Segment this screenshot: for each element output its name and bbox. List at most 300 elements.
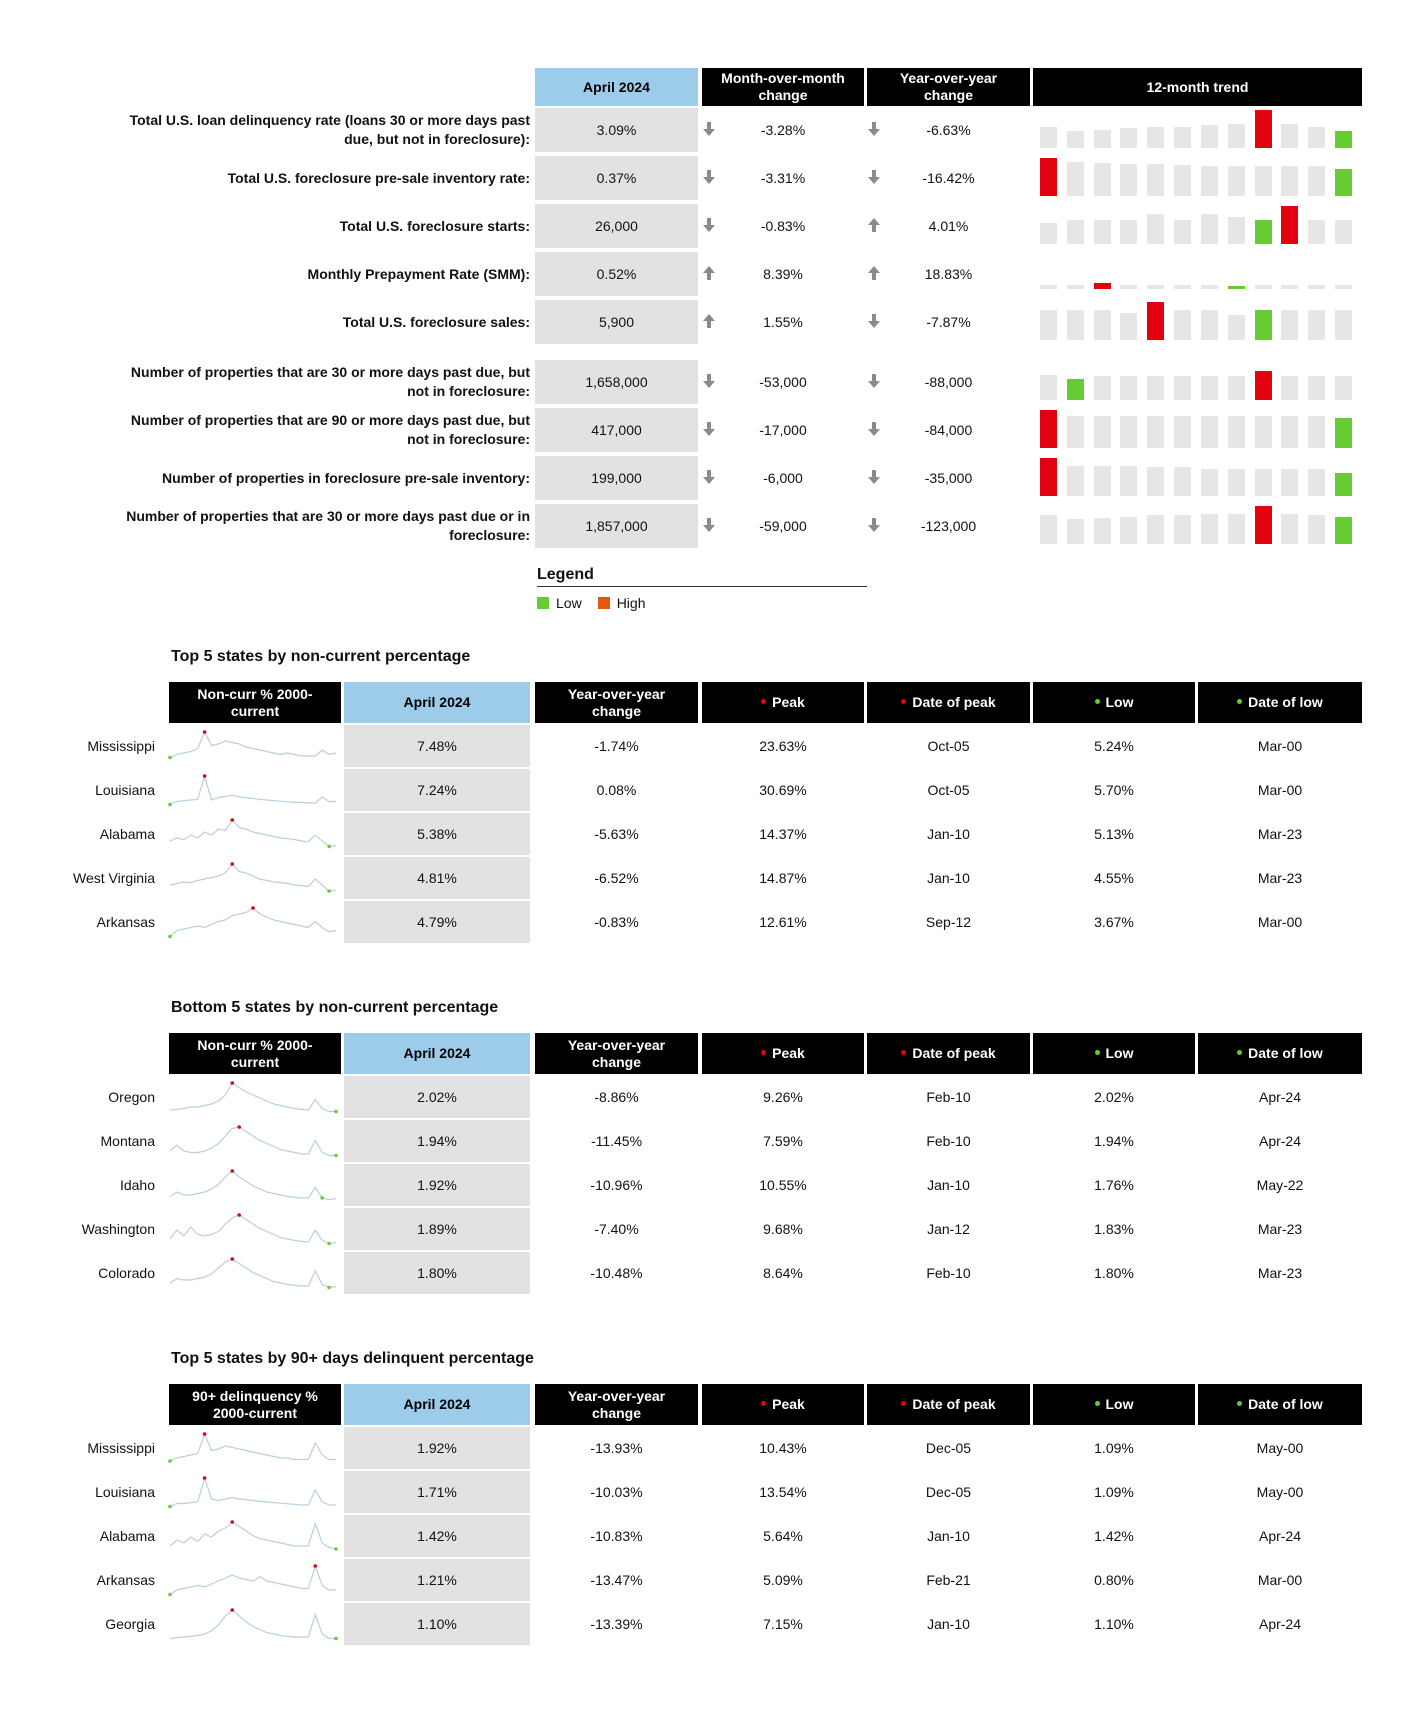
peak-dot-icon [901,1050,906,1055]
sparkline-line [170,1610,336,1639]
cell-peak: 10.43% [759,1440,807,1456]
summary-row-yoy: -6.63% [926,122,971,138]
trend-bar [1255,110,1272,148]
trend-bar [1067,220,1084,244]
trend-bar [1120,313,1137,340]
header-low [1033,682,1195,723]
sparkline-low-dot [168,1593,172,1597]
cell-date-low: Apr-24 [1258,1133,1302,1149]
trend-bar [1040,458,1057,496]
trend-bar [1308,166,1325,196]
header-date-peak [867,682,1030,723]
summary-row-value: 26,000 [535,204,698,248]
header-peak [702,682,864,723]
legend-low-swatch [537,597,549,609]
sparkline-low-dot [320,1196,324,1200]
cell-date-peak: Feb-10 [926,1133,971,1149]
cell-current: 1.92% [344,1427,530,1469]
cell-low: 0.80% [1094,1572,1134,1588]
header-sparkline: 90+ delinquency % 2000-current [169,1384,341,1425]
summary-row-label: Number of properties that are 90 or more days past due, but not in foreclosure: [130,412,530,447]
cell-date-low: Apr-24 [1258,1616,1302,1632]
header-label: Peak [772,1045,805,1061]
trend-bar [1335,285,1352,289]
low-dot-icon [1237,1401,1242,1406]
cell-yoy: -10.96% [590,1177,643,1193]
cell-peak: 9.68% [763,1221,803,1237]
summary-row-value: 3.09% [535,108,698,152]
sparkline-line [170,1259,336,1288]
cell-date-low: May-22 [1256,1177,1304,1193]
header-label: Year-over-year change [567,1036,666,1070]
sparkline-peak-dot [203,1432,207,1436]
sparkline-low-dot [168,756,172,760]
trend-bar [1255,371,1272,400]
cell-date-peak: Jan-10 [927,870,970,886]
state-name: Mississippi [87,1440,155,1456]
cell-current: 1.89% [344,1208,530,1250]
sparkline-low-dot [334,1637,338,1641]
sparkline-line [170,1434,336,1461]
summary-row-yoy: -7.87% [926,314,971,330]
trend-bar [1228,217,1245,244]
cell-peak: 7.15% [763,1616,803,1632]
cell-date-peak: Feb-10 [926,1089,971,1105]
trend-bar [1094,376,1111,400]
sparkline-peak-dot [313,1564,317,1568]
header-yoy [535,1384,698,1425]
header-label: April 2024 [403,1396,471,1412]
header-label: Peak [772,694,805,710]
state-name: West Virginia [73,870,155,886]
low-dot-icon [1095,1050,1100,1055]
trend-bar [1255,416,1272,448]
state-name: Louisiana [95,782,155,798]
trend-bar [1201,469,1218,496]
cell-date-low: Mar-00 [1257,1572,1303,1588]
trend-bar [1201,514,1218,544]
trend-bar [1174,416,1191,448]
sparkline-peak-dot [230,1608,234,1612]
summary-row-label: Number of properties that are 30 or more days past due, but not in foreclosure: [130,364,530,399]
sparkline-peak-dot [230,1520,234,1524]
trend-bar [1201,285,1218,289]
sparkline-line [170,1215,336,1244]
trend-bar [1067,379,1084,400]
sparkline [168,1472,340,1512]
state-name: Idaho [119,1177,155,1193]
cell-yoy: -10.83% [590,1528,643,1544]
peak-dot-icon [761,1050,766,1055]
peak-dot-icon [761,1401,766,1406]
trend-bar [1335,220,1352,244]
header-yoy [535,1033,698,1074]
header-label: Date of low [1248,1396,1323,1412]
cell-peak: 14.37% [759,826,807,842]
cell-current: 4.81% [344,857,530,899]
trend-bar [1094,220,1111,244]
sparkline-peak-dot [237,1125,241,1129]
cell-date-peak: Oct-05 [927,738,970,754]
cell-low: 1.09% [1094,1440,1134,1456]
header-low [1033,1384,1195,1425]
cell-date-peak: Sep-12 [925,914,972,930]
cell-peak: 9.26% [763,1089,803,1105]
sparkline-peak-dot [237,1213,241,1217]
sparkline-peak-dot [203,730,207,734]
trend-bar [1067,466,1084,496]
sparkline-peak-dot [230,1257,234,1261]
header-date-peak [867,1033,1030,1074]
trend-bar [1201,125,1218,148]
trend-bar [1067,285,1084,289]
trend-chart [1035,457,1357,499]
trend-bar [1228,166,1245,196]
trend-bar [1228,514,1245,544]
state-name: Oregon [108,1089,155,1105]
header-sparkline: Non-curr % 2000-current [169,1033,341,1074]
summary-row-yoy: -84,000 [924,422,973,438]
low-dot-icon [1237,1050,1242,1055]
cell-yoy: -5.63% [594,826,639,842]
header-current [344,682,530,723]
sparkline-peak-dot [230,862,234,866]
sparkline-line [170,908,336,937]
header-date-low [1198,1033,1362,1074]
cell-low: 5.70% [1094,782,1134,798]
trend-chart [1035,505,1357,547]
trend-bar [1201,310,1218,340]
trend-bar [1335,169,1352,196]
header-label: April 2024 [403,1045,471,1061]
trend-bar [1120,466,1137,496]
summary-row-label: Total U.S. foreclosure sales: [342,313,530,330]
trend-bar [1281,376,1298,400]
trend-bar [1067,310,1084,340]
cell-date-peak: Jan-10 [927,826,970,842]
sparkline-low-dot [327,889,331,893]
trend-bar [1120,517,1137,544]
state-table-title: Top 5 states by 90+ days delinquent percentage [171,1350,534,1367]
trend-bar [1174,515,1191,544]
trend-bar [1094,466,1111,496]
summary-header-trend: 12-month trend [1033,68,1362,106]
cell-yoy: -8.86% [594,1089,639,1105]
summary-row-value: 1,658,000 [535,360,698,404]
summary-row-value: 199,000 [535,456,698,500]
summary-header-current: April 2024 [535,68,698,106]
peak-dot-icon [901,699,906,704]
low-dot-icon [1237,699,1242,704]
cell-current: 4.79% [344,901,530,943]
cell-low: 1.80% [1094,1265,1134,1281]
sparkline-peak-dot [230,1081,234,1085]
trend-bar [1255,285,1272,289]
summary-row-value: 417,000 [535,408,698,452]
sparkline-low-dot [327,845,331,849]
trend-bar [1201,416,1218,448]
trend-bar [1308,310,1325,340]
trend-bar [1281,124,1298,148]
trend-bar [1174,220,1191,244]
summary-row-mom: -53,000 [759,374,807,390]
cell-yoy: -10.03% [590,1484,643,1500]
trend-bar [1228,124,1245,148]
summary-row-mom: -3.31% [760,170,806,186]
header-label: Date of peak [912,694,996,710]
trend-bar [1281,166,1298,196]
trend-bar [1147,127,1164,148]
sparkline-low-dot [168,1459,172,1463]
trend-bar [1174,467,1191,496]
sparkline-peak-dot [230,818,234,822]
state-name: Louisiana [95,1484,155,1500]
trend-bar [1040,158,1057,196]
cell-low: 1.09% [1094,1484,1134,1500]
summary-row-label: Total U.S. foreclosure starts: [339,217,530,234]
sparkline [168,902,340,942]
sparkline [168,1428,340,1468]
cell-current: 7.48% [344,725,530,767]
trend-bar [1040,375,1057,400]
header-label: Low [1105,1396,1134,1412]
summary-header-yoy: Year-over-year change [867,68,1030,106]
header-current [344,1384,530,1425]
trend-bar [1174,285,1191,289]
trend-bar [1147,214,1164,244]
trend-bar [1147,302,1164,340]
summary-row-mom: 1.55% [763,314,803,330]
trend-bar [1255,310,1272,340]
sparkline-low-dot [334,1154,338,1158]
header-yoy [535,682,698,723]
trend-bar [1255,220,1272,244]
cell-peak: 23.63% [759,738,807,754]
trend-bar [1228,376,1245,400]
summary-row-value: 1,857,000 [535,504,698,548]
cell-yoy: -1.74% [594,738,639,754]
summary-row-mom: -59,000 [759,518,807,534]
cell-peak: 5.09% [763,1572,803,1588]
summary-row-label: Total U.S. loan delinquency rate (loans 30 or more days past due, but not in foreclosure): [129,112,530,147]
sparkline-line [170,1522,336,1549]
sparkline-low-dot [334,1110,338,1114]
trend-bar [1335,517,1352,544]
sparkline [168,858,340,898]
cell-date-peak: Feb-10 [926,1265,971,1281]
peak-dot-icon [901,1401,906,1406]
peak-dot-icon [761,699,766,704]
cell-yoy: -13.47% [590,1572,643,1588]
trend-bar [1228,469,1245,496]
header-label: Date of peak [912,1396,996,1412]
header-date-low [1198,1384,1362,1425]
trend-bar [1174,127,1191,148]
cell-current: 1.71% [344,1471,530,1513]
summary-row-value: 5,900 [535,300,698,344]
trend-bar [1308,416,1325,448]
trend-bar [1120,164,1137,196]
trend-bar [1067,131,1084,148]
cell-low: 5.13% [1094,826,1134,842]
summary-row-yoy: -123,000 [920,518,977,534]
cell-yoy: -0.83% [594,914,639,930]
trend-bar [1067,162,1084,196]
header-label: Date of low [1248,694,1323,710]
cell-current: 1.10% [344,1603,530,1645]
cell-low: 1.42% [1094,1528,1134,1544]
cell-date-low: May-00 [1256,1484,1304,1500]
legend-high-label: High [616,595,646,611]
cell-current: 5.38% [344,813,530,855]
trend-bar [1255,469,1272,496]
summary-header-mom: Month-over-month change [702,68,864,106]
summary-row-value: 0.37% [535,156,698,200]
trend-bar [1094,283,1111,289]
summary-row-yoy: -16.42% [922,170,975,186]
summary-row-yoy: 4.01% [928,218,969,234]
cell-current: 1.94% [344,1120,530,1162]
sparkline [168,1077,340,1117]
trend-bar [1040,127,1057,148]
trend-bar [1228,286,1245,289]
low-dot-icon [1095,699,1100,704]
state-name: Alabama [99,826,155,842]
sparkline-line [170,820,336,846]
trend-bar [1094,416,1111,448]
sparkline-line [170,1127,336,1156]
cell-yoy: -7.40% [594,1221,639,1237]
header-date-low [1198,682,1362,723]
sparkline [168,1121,340,1161]
sparkline-low-dot [334,1547,338,1551]
sparkline-peak-dot [203,1476,207,1480]
state-name: Arkansas [96,1572,155,1588]
trend-bar [1094,163,1111,196]
trend-bar [1147,285,1164,289]
cell-peak: 5.64% [763,1528,803,1544]
cell-current: 7.24% [344,769,530,811]
cell-yoy: -6.52% [594,870,639,886]
trend-chart [1035,205,1357,247]
sparkline [168,1165,340,1205]
trend-bar [1120,376,1137,400]
sparkline-line [170,1171,336,1200]
trend-bar [1040,285,1057,289]
cell-date-peak: Oct-05 [927,782,970,798]
trend-bar [1308,220,1325,244]
trend-bar [1040,223,1057,244]
cell-peak: 12.61% [759,914,807,930]
sparkline-peak-dot [230,1169,234,1173]
summary-row-label: Monthly Prepayment Rate (SMM): [307,265,530,282]
cell-low: 1.76% [1094,1177,1134,1193]
trend-bar [1308,515,1325,544]
trend-bar [1308,469,1325,496]
cell-current: 1.21% [344,1559,530,1601]
legend-high-swatch [598,597,610,609]
trend-bar [1281,310,1298,340]
trend-chart [1035,253,1357,295]
cell-yoy: -13.39% [590,1616,643,1632]
state-name: Alabama [99,1528,155,1544]
trend-bar [1281,514,1298,544]
cell-date-peak: Dec-05 [925,1440,972,1456]
summary-row-mom: -0.83% [760,218,806,234]
trend-chart [1035,361,1357,403]
header-label: Date of low [1248,1045,1323,1061]
cell-yoy: -11.45% [590,1133,643,1149]
cell-date-low: Mar-00 [1257,782,1303,798]
state-table-title: Top 5 states by non-current percentage [171,648,471,665]
trend-bar [1147,515,1164,544]
summary-row-yoy: 18.83% [924,266,973,282]
sparkline-low-dot [168,1505,172,1509]
sparkline-peak-dot [251,906,255,910]
cell-date-low: Mar-00 [1257,914,1303,930]
cell-date-low: Mar-00 [1257,738,1303,754]
state-name: Arkansas [96,914,155,930]
cell-peak: 8.64% [763,1265,803,1281]
legend-low-label: Low [556,595,582,611]
trend-chart [1035,109,1357,151]
cell-low: 1.94% [1094,1133,1134,1149]
cell-date-peak: Jan-10 [927,1616,970,1632]
trend-bar [1228,416,1245,448]
legend-title: Legend [537,566,867,587]
trend-chart [1035,301,1357,343]
trend-bar [1201,376,1218,400]
sparkline-line [170,776,336,805]
cell-date-low: Mar-23 [1257,1221,1303,1237]
trend-bar [1174,165,1191,196]
header-sparkline: Non-curr % 2000-current [169,682,341,723]
sparkline-line [170,1566,336,1595]
trend-bar [1120,416,1137,448]
cell-low: 5.24% [1094,738,1134,754]
cell-current: 1.80% [344,1252,530,1294]
trend-chart [1035,157,1357,199]
trend-bar [1308,376,1325,400]
cell-date-peak: Jan-12 [927,1221,970,1237]
trend-bar [1281,206,1298,244]
summary-row-mom: 8.39% [763,266,803,282]
header-label: April 2024 [403,694,471,710]
cell-peak: 30.69% [759,782,807,798]
trend-bar [1255,166,1272,196]
state-name: Colorado [98,1265,155,1281]
sparkline-line [170,864,336,891]
cell-yoy: 0.08% [596,782,637,798]
trend-bar [1040,410,1057,448]
cell-current: 1.92% [344,1164,530,1206]
cell-yoy: -13.93% [590,1440,643,1456]
sparkline [168,1516,340,1556]
trend-bar [1228,315,1245,340]
trend-bar [1335,131,1352,148]
sparkline [168,1604,340,1644]
cell-yoy: -10.48% [590,1265,643,1281]
sparkline [168,1560,340,1600]
summary-row-mom: -3.28% [760,122,806,138]
trend-bar [1335,418,1352,448]
trend-bar [1120,285,1137,289]
header-date-peak [867,1384,1030,1425]
cell-peak: 13.54% [759,1484,807,1500]
trend-bar [1281,469,1298,496]
trend-bar [1308,127,1325,148]
cell-date-low: Mar-23 [1257,870,1303,886]
